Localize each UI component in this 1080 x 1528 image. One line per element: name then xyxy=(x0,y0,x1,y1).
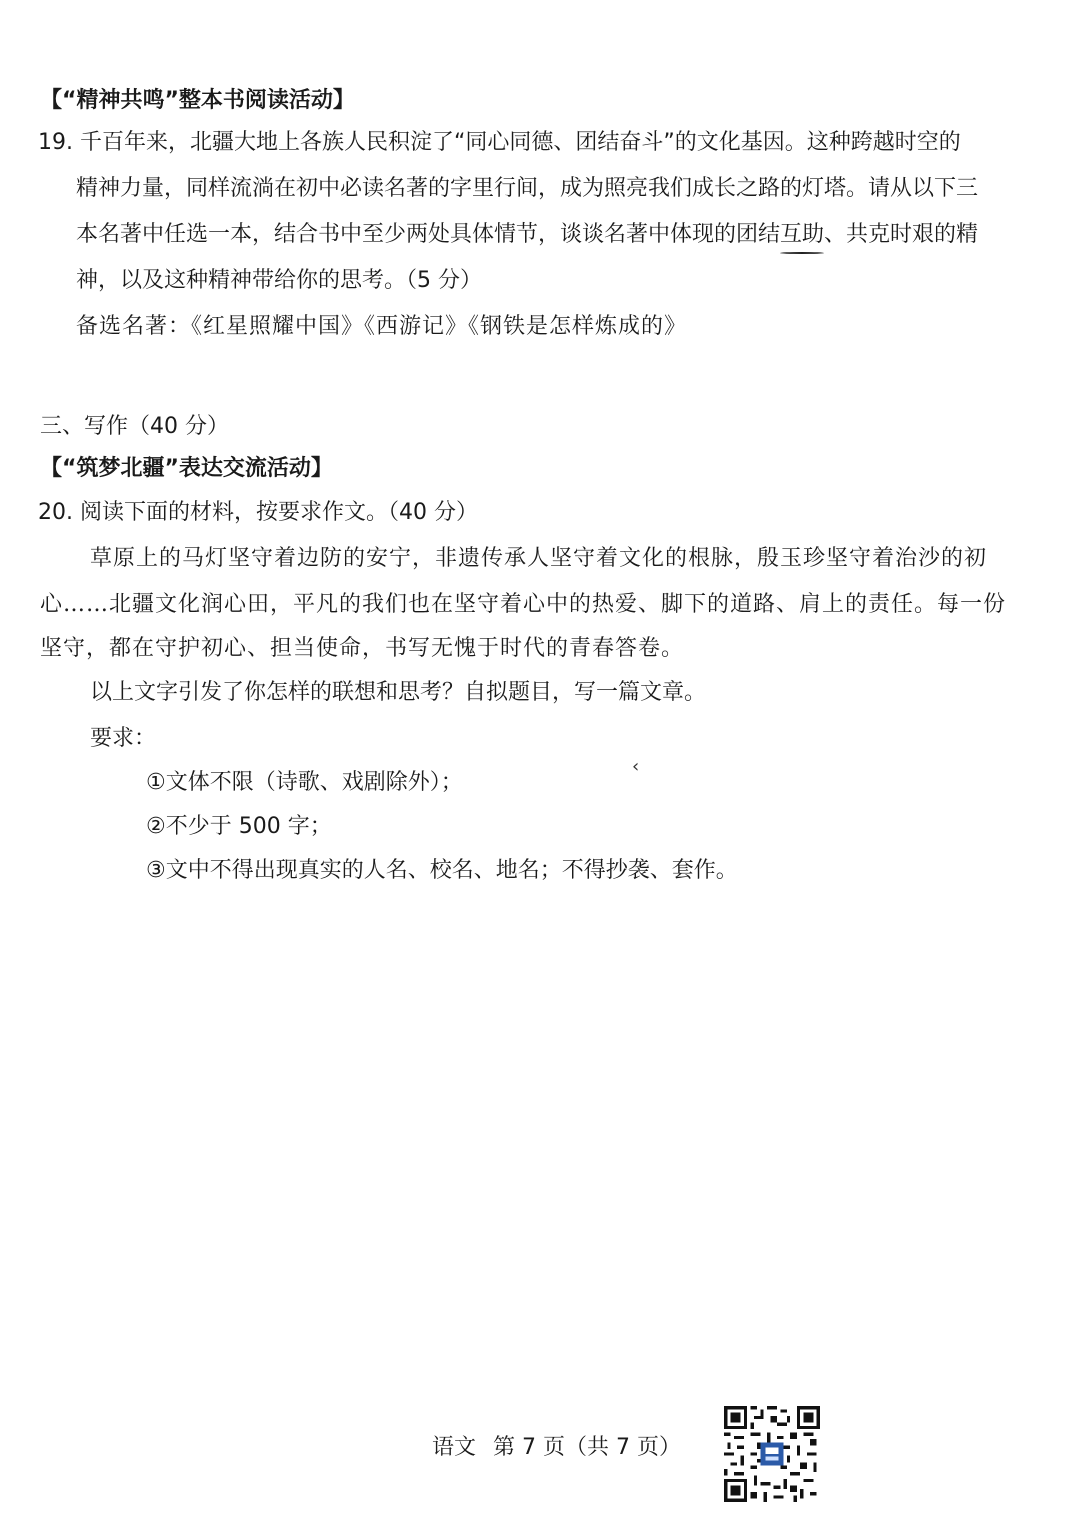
page-footer xyxy=(432,1433,691,1463)
q19-books-line: 备选名著：《红星照耀中国》《西游记》《钢铁是怎样炼成的》 xyxy=(76,314,688,339)
footer-page-number: 第 7 页（共 7 页） xyxy=(493,1435,681,1460)
q19-line-4: 神，以及这种精神带给你的思考。（5 分） xyxy=(76,268,482,293)
handwritten-underline xyxy=(780,252,824,254)
q20-requirement-1: ①文体不限（诗歌、戏剧除外）； xyxy=(146,770,463,795)
q19-line-1: 19. 千百年来，北疆大地上各族人民积淀了“同心同德、团结奋斗”的文化基因。这种跨越时空的 xyxy=(38,130,961,155)
q20-line-1: 20. 阅读下面的材料，按要求作文。（40 分） xyxy=(38,500,478,525)
q19-line-2: 精神力量，同样流淌在初中必读名著的字里行间，成为照亮我们成长之路的灯塔。请从以下三 xyxy=(76,176,979,201)
footer-subject: 语文 xyxy=(432,1435,477,1460)
q20-material-line-1: 草原上的马灯坚守着边防的安宁，非遗传承人坚守着文化的根脉，殷玉珍坚守着治沙的初 xyxy=(90,546,988,571)
q20-material-line-2: 心……北疆文化润心田，平凡的我们也在坚守着心中的热爱、脚下的道路、肩上的责任。每一份 xyxy=(40,592,1007,617)
qr-code-icon xyxy=(724,1406,820,1502)
q19-line-3: 本名著中任选一本，结合书中至少两处具体情节，谈谈名著中体现的团结互助、共克时艰的精 xyxy=(76,222,979,247)
q20-prompt: 以上文字引发了你怎样的联想和思考？自拟题目，写一篇文章。 xyxy=(90,680,707,705)
q20-requirements-label: 要求： xyxy=(90,726,157,751)
stray-pen-mark: ‹ xyxy=(632,756,640,777)
q20-material-line-3: 坚守，都在守护初心、担当使命，书写无愧于时代的青春答卷。 xyxy=(40,636,685,661)
reading-activity-title: 【“精神共鸣”整本书阅读活动】 xyxy=(40,88,355,113)
writing-activity-title: 【“筑梦北疆”表达交流活动】 xyxy=(40,456,333,481)
q20-requirement-3: ③文中不得出现真实的人名、校名、地名；不得抄袭、套作。 xyxy=(146,858,738,883)
writing-heading: 三、写作（40 分） xyxy=(40,414,229,439)
q20-requirement-2: ②不少于 500 字； xyxy=(146,814,332,839)
